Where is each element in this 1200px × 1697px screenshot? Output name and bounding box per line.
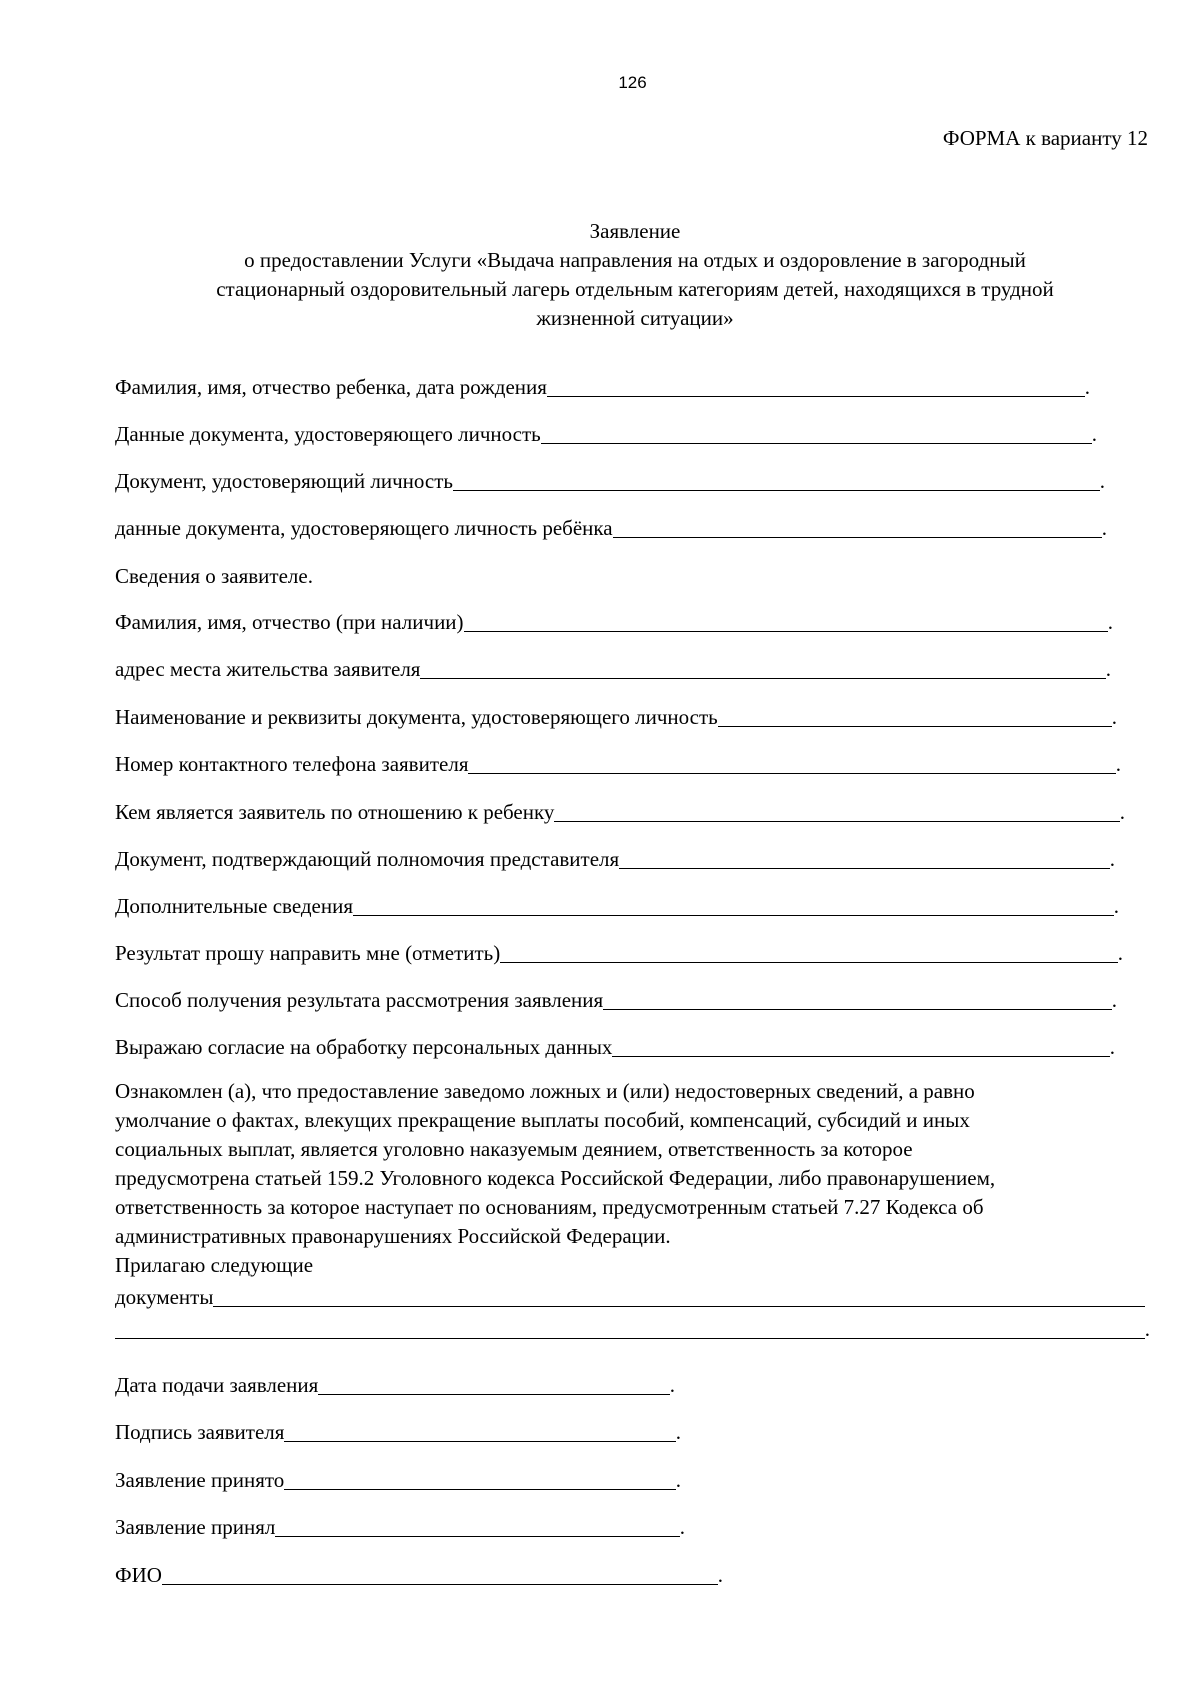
field-label: Документ, удостоверяющий личность bbox=[115, 469, 453, 493]
field-label: Данные документа, удостоверяющего личность bbox=[115, 422, 541, 446]
field-end: . bbox=[1119, 800, 1125, 824]
field-end: . bbox=[717, 1563, 723, 1587]
field-end: . bbox=[1101, 516, 1107, 540]
form-reference: ФОРМА к варианту 12 bbox=[942, 126, 1148, 150]
child-identity-document-field bbox=[115, 513, 1107, 541]
applicant-relation-field bbox=[115, 797, 1125, 825]
result-delivery-input-line[interactable] bbox=[500, 962, 1118, 963]
applicant-section-title: Сведения о заявителе. bbox=[115, 564, 313, 588]
attachments-field bbox=[115, 1282, 1145, 1310]
acknowledgement-line: ответственность за которое наступает по основаниям, предусмотренным статьей 7.27 Кодекса об bbox=[115, 1195, 984, 1219]
applicant-name-field bbox=[115, 607, 1113, 635]
field-end: . bbox=[675, 1468, 681, 1492]
applicant-signature-input-line[interactable] bbox=[284, 1441, 675, 1442]
identity-document-field bbox=[115, 466, 1105, 494]
acknowledgement-paragraph bbox=[115, 1077, 1160, 1280]
submission-date-field bbox=[115, 1370, 675, 1398]
identity-document-input-line[interactable] bbox=[453, 490, 1100, 491]
field-label: Заявление принято bbox=[115, 1468, 285, 1492]
field-end: . bbox=[1111, 988, 1117, 1012]
field-end: . bbox=[1099, 469, 1105, 493]
field-label: Фамилия, имя, отчество ребенка, дата рождения bbox=[115, 375, 547, 399]
field-label: Результат прошу направить мне (отметить) bbox=[115, 941, 501, 965]
full-name-field bbox=[115, 1560, 723, 1588]
title-line: о предоставлении Услуги «Выдача направления на отдых и оздоровление в загородный bbox=[244, 248, 1026, 272]
applicant-phone-field bbox=[115, 749, 1121, 777]
field-label: документы bbox=[115, 1285, 214, 1309]
additional-info-field bbox=[115, 891, 1119, 919]
full-name-input-line[interactable] bbox=[162, 1584, 718, 1585]
child-name-field bbox=[115, 372, 1090, 400]
field-label: Способ получения результата рассмотрения заявления bbox=[115, 988, 604, 1012]
field-end: . bbox=[1109, 1035, 1115, 1059]
applicant-signature-field bbox=[115, 1417, 681, 1445]
field-label: Фамилия, имя, отчество (при наличии) bbox=[115, 610, 464, 634]
field-label: адрес места жительства заявителя bbox=[115, 657, 421, 681]
field-label: Документ, подтверждающий полномочия представителя bbox=[115, 847, 620, 871]
representative-authority-input-line[interactable] bbox=[619, 868, 1110, 869]
child-name-input-line[interactable] bbox=[547, 396, 1085, 397]
child-identity-document-input-line[interactable] bbox=[613, 537, 1102, 538]
field-label: Заявление принял bbox=[115, 1515, 276, 1539]
result-receipt-method-field bbox=[115, 985, 1117, 1013]
field-label: ФИО bbox=[115, 1563, 162, 1587]
field-end: . bbox=[1115, 752, 1121, 776]
field-end: . bbox=[1117, 941, 1123, 965]
identity-document-data-field bbox=[115, 419, 1097, 447]
title-line: Заявление bbox=[589, 219, 681, 243]
attachments-continuation bbox=[115, 1314, 1150, 1342]
document-title bbox=[115, 217, 1155, 333]
application-received-by-input-line[interactable] bbox=[275, 1536, 679, 1537]
personal-data-consent-input-line[interactable] bbox=[612, 1056, 1109, 1057]
field-label: данные документа, удостоверяющего личность ребёнка bbox=[115, 516, 613, 540]
attachments-input-line-2[interactable] bbox=[115, 1338, 1145, 1339]
acknowledgement-line: социальных выплат, является уголовно наказуемым деянием, ответственность за которое bbox=[115, 1137, 913, 1161]
field-end: . bbox=[1084, 375, 1090, 399]
acknowledgement-line: умолчание о фактах, влекущих прекращение выплаты пособий, компенсаций, субсидий и иных bbox=[115, 1108, 970, 1132]
field-end: . bbox=[1109, 847, 1115, 871]
applicant-phone-input-line[interactable] bbox=[468, 773, 1115, 774]
title-line: жизненной ситуации» bbox=[536, 306, 734, 330]
field-end: . bbox=[675, 1420, 681, 1444]
attachments-intro: Прилагаю следующие bbox=[115, 1253, 314, 1277]
field-label: Дополнительные сведения bbox=[115, 894, 354, 918]
field-label: Номер контактного телефона заявителя bbox=[115, 752, 469, 776]
field-end: . bbox=[679, 1515, 685, 1539]
field-end: . bbox=[1144, 1317, 1150, 1341]
submission-date-input-line[interactable] bbox=[318, 1394, 669, 1395]
page-number: 126 bbox=[618, 73, 647, 92]
result-delivery-field bbox=[115, 938, 1123, 966]
field-label: Наименование и реквизиты документа, удостоверяющего личность bbox=[115, 705, 718, 729]
applicant-relation-input-line[interactable] bbox=[554, 821, 1119, 822]
representative-authority-field bbox=[115, 844, 1115, 872]
field-end: . bbox=[1107, 610, 1113, 634]
applicant-address-field bbox=[115, 654, 1111, 682]
applicant-document-input-line[interactable] bbox=[718, 726, 1112, 727]
additional-info-input-line[interactable] bbox=[353, 915, 1114, 916]
application-accepted-field bbox=[115, 1465, 681, 1493]
personal-data-consent-field bbox=[115, 1032, 1115, 1060]
application-accepted-input-line[interactable] bbox=[284, 1489, 675, 1490]
identity-document-data-input-line[interactable] bbox=[541, 443, 1092, 444]
application-received-by-field bbox=[115, 1512, 685, 1540]
field-end: . bbox=[1111, 705, 1117, 729]
field-label: Подпись заявителя bbox=[115, 1420, 285, 1444]
field-end: . bbox=[1091, 422, 1097, 446]
field-end: . bbox=[1105, 657, 1111, 681]
acknowledgement-line: административных правонарушениях Российской Федерации. bbox=[115, 1224, 671, 1248]
field-label: Дата подачи заявления bbox=[115, 1373, 319, 1397]
field-label: Выражаю согласие на обработку персональных данных bbox=[115, 1035, 613, 1059]
acknowledgement-line: Ознакомлен (а), что предоставление заведомо ложных и (или) недостоверных сведений, а равно bbox=[115, 1079, 975, 1103]
result-receipt-method-input-line[interactable] bbox=[603, 1009, 1112, 1010]
applicant-name-input-line[interactable] bbox=[464, 631, 1108, 632]
title-line: стационарный оздоровительный лагерь отдельным категориям детей, находящихся в трудной bbox=[216, 277, 1054, 301]
field-end: . bbox=[669, 1373, 675, 1397]
attachments-input-line[interactable] bbox=[213, 1306, 1145, 1307]
field-label: Кем является заявитель по отношению к ребенку bbox=[115, 800, 555, 824]
applicant-document-field bbox=[115, 702, 1117, 730]
acknowledgement-line: предусмотрена статьей 159.2 Уголовного кодекса Российской Федерации, либо правонарушением, bbox=[115, 1166, 996, 1190]
field-end: . bbox=[1113, 894, 1119, 918]
applicant-address-input-line[interactable] bbox=[420, 678, 1105, 679]
